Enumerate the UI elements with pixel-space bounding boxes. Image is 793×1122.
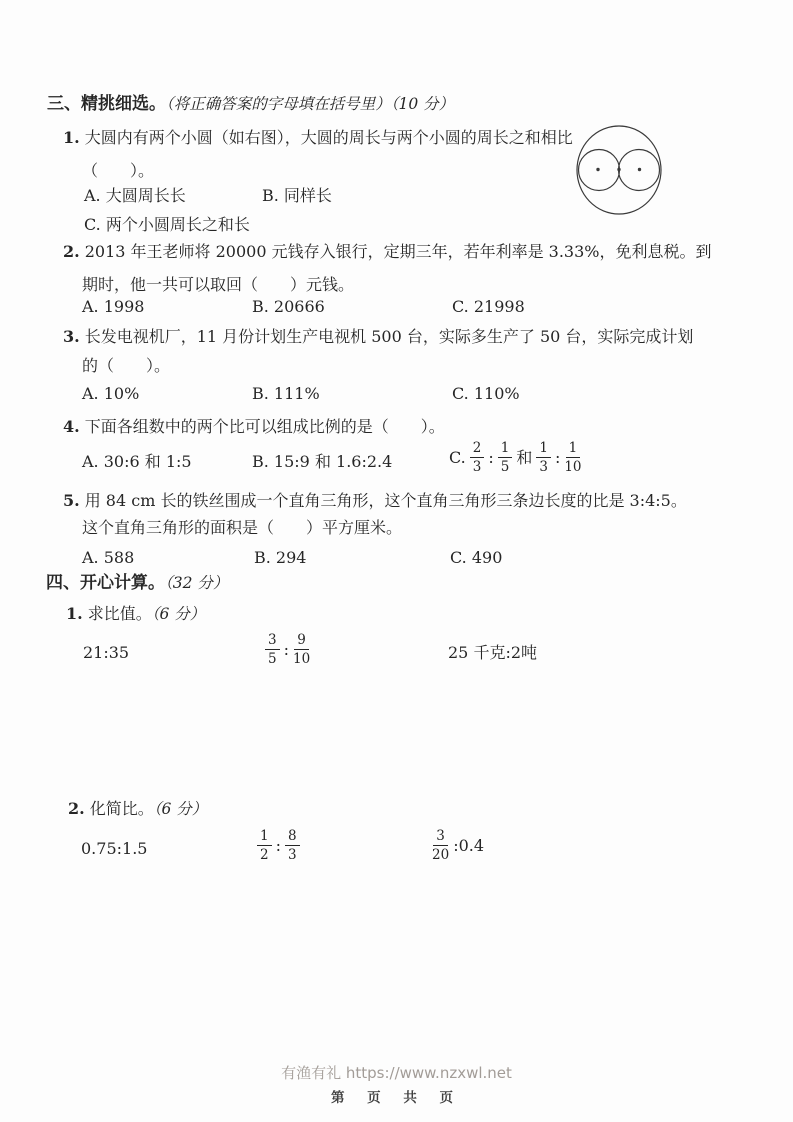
q4-text: 下面各组数中的两个比可以组成比例的是（ ）。 xyxy=(84,417,445,436)
calc1-item-3: 25 千克:2吨 xyxy=(448,643,538,662)
ratio-colon: : xyxy=(488,447,494,467)
ratio-colon: : xyxy=(554,447,561,467)
ratio-colon: : xyxy=(275,835,281,855)
fraction-1-10: $\frac{1}{10}$ xyxy=(564,440,582,476)
and-separator: 和 xyxy=(516,447,533,467)
fraction-3-5: $\frac{3}{5}$ xyxy=(265,633,280,666)
fraction-2-3: $\frac{2}{3}$ xyxy=(470,441,485,474)
q2-line-2: 期时，他一共可以取回（ ）元钱。 xyxy=(82,275,355,294)
q4-number: 4. xyxy=(63,417,80,436)
section-4-note: （32 分） xyxy=(165,574,229,592)
q2-option-c: C. 21998 xyxy=(452,297,525,316)
section-3-title: 三、精挑细选。 xyxy=(47,94,166,114)
q3-number: 3. xyxy=(63,327,80,346)
q5-text: 用 84 cm 长的铁丝围成一个直角三角形，这个直角三角形三条边长度的比是 3:4:5。 xyxy=(84,491,687,510)
q3-line-1 xyxy=(63,327,693,347)
fraction-1-3: $\frac{1}{3}$ xyxy=(536,441,551,474)
calc1-label: 求比值。 xyxy=(87,604,152,623)
left-center-dot xyxy=(596,168,599,171)
q2-option-a: A. 1998 xyxy=(82,297,145,316)
calc2-item-3 xyxy=(432,829,484,862)
section-3-note: （将正确答案的字母填在括号里）（10 分） xyxy=(166,95,455,113)
q3-text: 长发电视机厂，11 月份计划生产电视机 500 台，实际多生产了 50 台，实际完成计划 xyxy=(84,327,694,346)
right-center-dot xyxy=(638,168,641,171)
q3-option-a: A. 10% xyxy=(82,384,140,403)
q4-option-a: A. 30:6 和 1:5 xyxy=(82,452,192,471)
fraction-1-5: $\frac{1}{5}$ xyxy=(498,441,513,474)
q3-option-b: B. 111% xyxy=(252,384,320,403)
calc-subheading-1 xyxy=(66,604,205,624)
q2-number: 2. xyxy=(63,242,80,261)
q1-option-b: B. 同样长 xyxy=(262,186,332,205)
q1-option-a: A. 大圆周长长 xyxy=(84,186,186,205)
q2-text: 2013 年王老师将 20000 元钱存入银行，定期三年，若年利率是 3.33%，免利息税。到 xyxy=(84,242,712,261)
calc2-label: 化简比。 xyxy=(89,799,154,818)
section-4-heading xyxy=(46,573,228,594)
q1-number: 1. xyxy=(63,128,80,147)
calc2-item-1: 0.75:1.5 xyxy=(81,839,148,858)
q4-option-c xyxy=(449,441,582,474)
q1-line-2: （ ）。 xyxy=(82,161,155,180)
q4-line-1 xyxy=(63,417,445,437)
calc1-number: 1. xyxy=(66,604,83,623)
middle-dot xyxy=(617,168,620,171)
calc2-item-3-rest: :0.4 xyxy=(453,835,485,855)
section-3-heading xyxy=(47,94,454,115)
calc1-item-2 xyxy=(265,633,310,666)
q4-option-b: B. 15:9 和 1.6:2.4 xyxy=(252,452,393,471)
calc1-item-1: 21:35 xyxy=(83,643,130,662)
q5-line-2: 这个直角三角形的面积是（ ）平方厘米。 xyxy=(82,518,403,537)
q5-option-b: B. 294 xyxy=(254,548,307,567)
q4-option-c-label: C. xyxy=(449,447,466,467)
calc2-number: 2. xyxy=(68,799,85,818)
calc2-note: （6 分） xyxy=(153,800,208,818)
q5-option-c: C. 490 xyxy=(450,548,503,567)
q1-line-1 xyxy=(63,128,573,148)
q1-option-c: C. 两个小圆周长之和长 xyxy=(84,215,250,234)
footer-site-link: 有渔有礼 https://www.nzxwl.net xyxy=(281,1064,512,1082)
q5-number: 5. xyxy=(63,491,80,510)
fraction-3-20: $\frac{3}{20}$ xyxy=(432,828,450,864)
calc-subheading-2 xyxy=(68,799,207,819)
fraction-8-3: $\frac{8}{3}$ xyxy=(285,829,300,862)
calc1-note: （6 分） xyxy=(151,605,206,623)
fraction-1-2: $\frac{1}{2}$ xyxy=(257,829,272,862)
ratio-colon: : xyxy=(283,639,289,659)
q1-text: 大圆内有两个小圆（如右图），大圆的周长与两个小圆的周长之和相比 xyxy=(84,128,573,147)
calc2-item-2 xyxy=(257,829,300,862)
q3-line-2: 的（ ）。 xyxy=(82,356,171,375)
section-4-title: 四、开心计算。 xyxy=(46,573,165,593)
q5-line-1 xyxy=(63,491,687,511)
footer-page-info: 第 页 共 页 xyxy=(330,1090,463,1106)
q2-line-1 xyxy=(63,242,712,262)
q3-option-c: C. 110% xyxy=(452,384,520,403)
q5-option-a: A. 588 xyxy=(82,548,135,567)
q2-option-b: B. 20666 xyxy=(252,297,325,316)
fraction-9-10: $\frac{9}{10}$ xyxy=(292,632,311,668)
circles-diagram xyxy=(575,124,663,216)
